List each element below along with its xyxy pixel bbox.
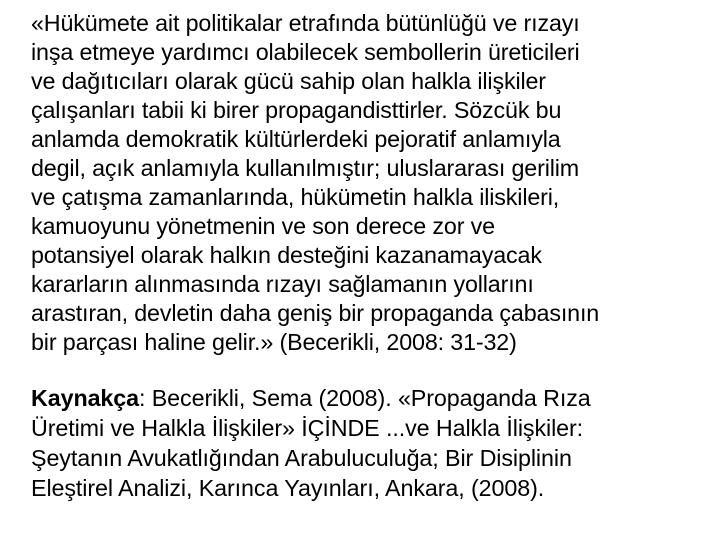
quote-line: inşa etmeye yardımcı olabilecek sembollerin üreticileri [31, 39, 580, 65]
reference-line: Eleştirel Analizi, Karınca Yayınları, Ankara, (2008). [31, 475, 545, 501]
reference-paragraph [31, 383, 703, 503]
quote-line: anlamda demokratik kültürlerdeki pejoratif anlamıyla [31, 126, 561, 152]
reference-label: Kaynakça [31, 385, 139, 411]
quote-line: ve çatışma zamanlarında, hükümetin halkla iliskileri, [31, 184, 560, 210]
quote-line: «Hükümete ait politikalar etrafında bütünlüğü ve rızayı [31, 10, 580, 36]
quote-paragraph [31, 9, 703, 357]
reference-line: Şeytanın Avukatlığından Arabuluculuğa; Bir Disiplinin [31, 445, 572, 471]
quote-line: ve dağıtıcıları olarak gücü sahip olan halkla ilişkiler [31, 68, 546, 94]
quote-line: arastıran, devletin daha geniş bir propaganda çabasının [31, 300, 600, 326]
quote-line: kamuoyunu yönetmenin ve son derece zor ve [31, 213, 495, 239]
quote-line: kararların alınmasında rızayı sağlamanın yollarını [31, 271, 534, 297]
reference-text: : Becerikli, Sema (2008). «Propaganda Rıza [139, 385, 591, 411]
quote-line: bir parçası haline gelir.» (Becerikli, 2008: 31-32) [31, 329, 517, 355]
reference-line [31, 383, 703, 413]
slide-content [31, 9, 703, 503]
quote-line: çalışanları tabii ki birer propagandisttirler. Sözcük bu [31, 97, 562, 123]
reference-line: Üretimi ve Halkla İlişkiler» İÇİNDE ...ve Halkla İlişkiler: [31, 415, 584, 441]
quote-line: degil, açık anlamıyla kullanılmıştır; uluslararası gerilim [31, 155, 580, 181]
quote-line: potansiyel olarak halkın desteğini kazanamayacak [31, 242, 542, 268]
